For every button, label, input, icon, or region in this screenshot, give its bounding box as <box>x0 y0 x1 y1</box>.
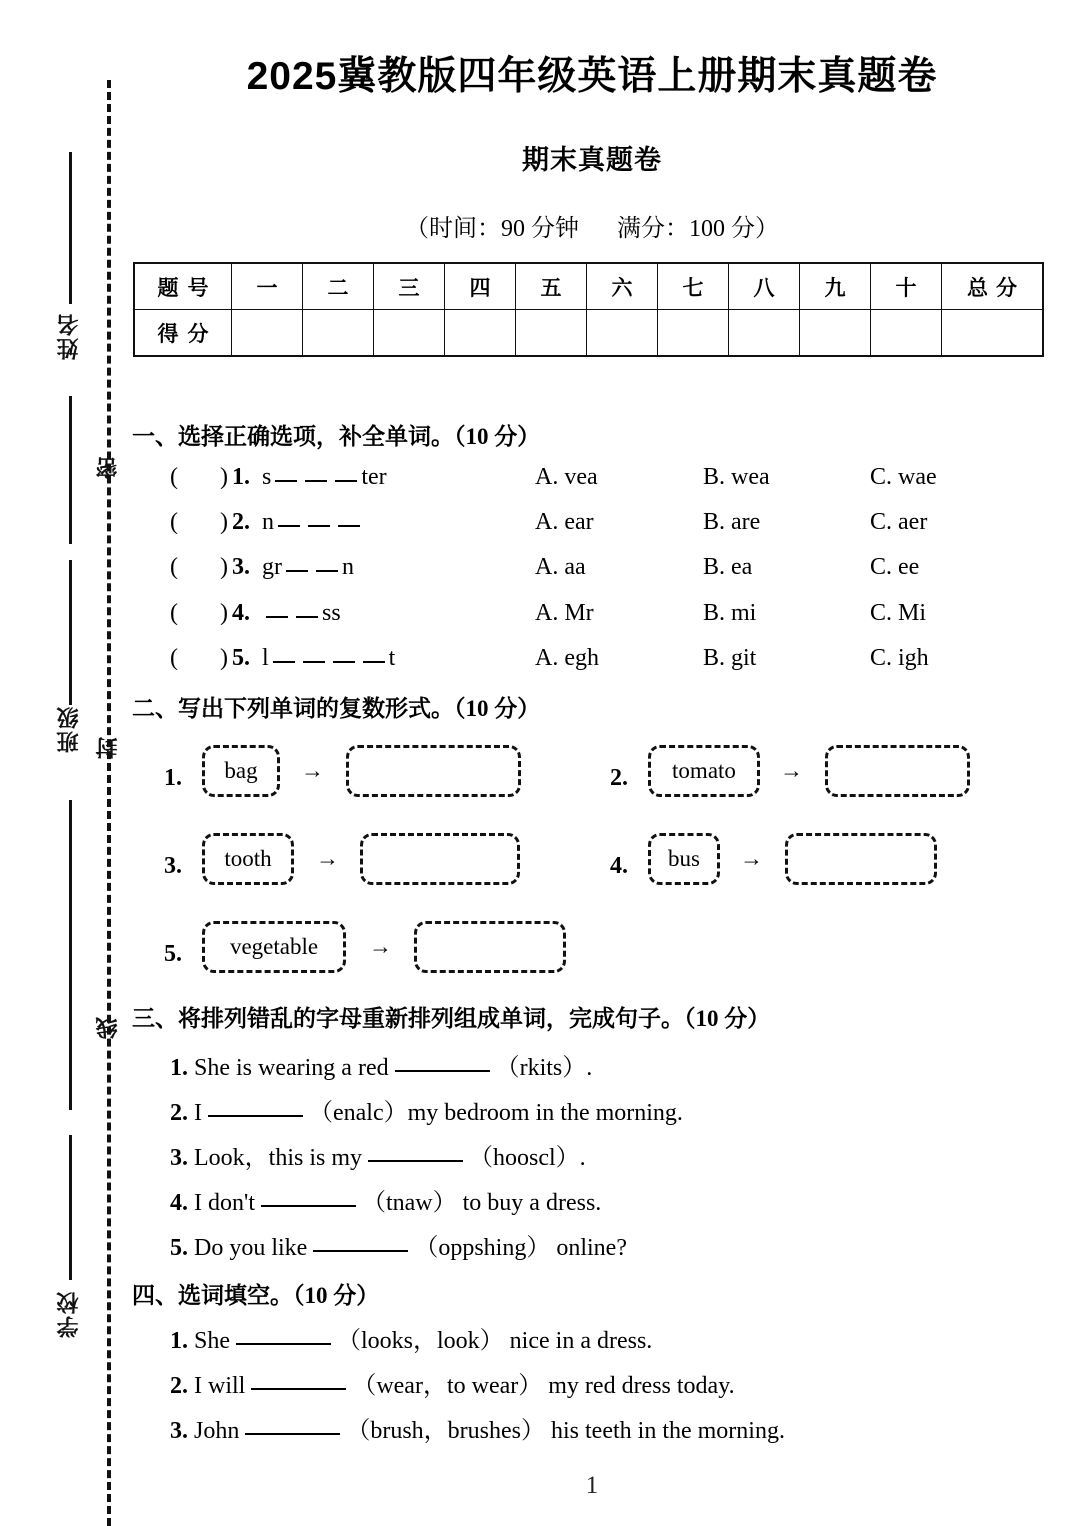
arrow-icon: → <box>316 846 339 871</box>
plural-item-3 <box>164 833 584 903</box>
seal-dashed-line <box>107 80 111 1526</box>
answer-bracket[interactable]: ( ) <box>170 464 228 490</box>
answer-blank[interactable] <box>261 1205 356 1207</box>
question-stem: ss <box>262 600 341 627</box>
seal-label-school: 学校 <box>56 1290 81 1338</box>
sentence-post: （tnaw） to buy a dress. <box>361 1190 602 1216</box>
col-header-10: 十 <box>871 263 942 310</box>
question-row-1-4[interactable] <box>170 600 1070 636</box>
sentence-pre: I don't <box>194 1190 255 1216</box>
item-number: 1. <box>170 1328 188 1354</box>
plural-item-4 <box>610 833 1050 903</box>
option-a[interactable]: A. Mr <box>535 600 594 626</box>
col-header-9: 九 <box>800 263 871 310</box>
page-number: 1 <box>585 1472 599 1499</box>
item-number: 5. <box>164 941 182 967</box>
question-stem: s ter <box>262 464 387 490</box>
table-row-scores <box>134 310 1043 357</box>
score-cell-5[interactable] <box>516 310 587 357</box>
item-number: 3. <box>164 853 182 879</box>
answer-bracket[interactable]: ( ) <box>170 509 228 535</box>
section-4-title: 四、选词填空。 <box>132 1282 293 1308</box>
option-a[interactable]: A. egh <box>535 645 599 671</box>
answer-box-1[interactable] <box>346 745 521 797</box>
option-a[interactable]: A. ear <box>535 509 594 535</box>
answer-bracket[interactable]: ( ) <box>170 600 228 626</box>
question-number: 1. <box>232 464 250 490</box>
answer-box-2[interactable] <box>825 745 970 797</box>
sentence-pre: Do you like <box>194 1235 308 1261</box>
question-stem: l t <box>262 645 396 671</box>
section-heading-4 <box>132 1277 379 1310</box>
plural-item-1 <box>164 745 584 815</box>
seal-char-mi: 密 <box>95 455 120 479</box>
question-stem: n <box>262 509 364 536</box>
source-word-box: tooth <box>202 833 294 885</box>
arrow-icon: → <box>740 846 763 871</box>
seal-label-name: 姓名 <box>56 312 81 360</box>
col-header-total: 总分 <box>942 263 1044 310</box>
source-word-box: vegetable <box>202 921 346 973</box>
seal-rule-segment <box>69 800 72 950</box>
exam-meta <box>132 208 1052 243</box>
exam-sheet <box>132 0 1080 1526</box>
col-header-5: 五 <box>516 263 587 310</box>
sentence-pre: She is wearing a red <box>194 1055 389 1081</box>
seal-rule-segment <box>69 1135 72 1280</box>
col-header-1: 一 <box>232 263 303 310</box>
option-b[interactable]: B. ea <box>703 554 753 580</box>
sentence-pre: I will <box>194 1373 246 1399</box>
item-number: 3. <box>170 1418 188 1444</box>
arrow-icon: → <box>369 934 392 959</box>
seal-rule-segment <box>69 396 72 544</box>
col-header-2: 二 <box>303 263 374 310</box>
sentence-row-4-1[interactable] <box>170 1320 652 1355</box>
item-number: 4. <box>610 853 628 879</box>
sentence-row-4-3[interactable] <box>170 1410 785 1445</box>
section-heading-3 <box>132 1000 770 1033</box>
item-number: 3. <box>170 1145 188 1171</box>
sentence-pre: I <box>194 1100 202 1126</box>
sentence-row-4-2[interactable] <box>170 1365 735 1400</box>
score-cell-2[interactable] <box>303 310 374 357</box>
score-cell-1[interactable] <box>232 310 303 357</box>
source-word-box: tomato <box>648 745 760 797</box>
seal-rule-segment <box>69 560 72 705</box>
score-cell-7[interactable] <box>658 310 729 357</box>
seal-label-class: 班级 <box>56 705 81 753</box>
col-header-7: 七 <box>658 263 729 310</box>
section-2-title: 二、写出下列单词的复数形式。 <box>132 695 454 721</box>
question-number: 4. <box>232 600 250 626</box>
row-label-score: 得分 <box>134 310 232 357</box>
plural-item-5 <box>164 921 624 991</box>
option-c[interactable]: C. igh <box>870 645 929 671</box>
score-cell-total[interactable] <box>942 310 1044 357</box>
col-header-3: 三 <box>374 263 445 310</box>
answer-blank[interactable] <box>251 1388 346 1390</box>
col-header-4: 四 <box>445 263 516 310</box>
sentence-row-3-2[interactable] <box>170 1092 683 1127</box>
sentence-row-3-4[interactable] <box>170 1182 601 1217</box>
page-title: 2025冀教版四年级英语上册期末真题卷 <box>246 55 938 98</box>
section-heading-1 <box>132 418 540 451</box>
option-a[interactable]: A. aa <box>535 554 586 580</box>
option-b[interactable]: B. are <box>703 509 761 535</box>
sentence-post: （oppshing） online? <box>414 1235 627 1261</box>
plural-item-2 <box>610 745 1050 815</box>
score-cell-3[interactable] <box>374 310 445 357</box>
sentence-pre: Look，this is my <box>194 1145 363 1171</box>
source-word-box: bus <box>648 833 720 885</box>
section-3-points: （10 分） <box>684 1006 771 1031</box>
sentence-post: （rkits）. <box>495 1055 593 1081</box>
sentence-row-3-5[interactable] <box>170 1227 627 1262</box>
score-cell-6[interactable] <box>587 310 658 357</box>
sentence-row-3-1[interactable] <box>170 1047 592 1082</box>
section-heading-2 <box>132 690 540 723</box>
option-b[interactable]: B. mi <box>703 600 757 626</box>
item-number: 2. <box>170 1100 188 1126</box>
seal-char-feng: 封 <box>95 735 120 759</box>
score-table <box>133 262 1044 357</box>
answer-blank[interactable] <box>236 1343 331 1345</box>
page-subtitle: 期末真题卷 <box>522 145 662 175</box>
item-number: 1. <box>164 765 182 791</box>
answer-blank[interactable] <box>368 1160 463 1162</box>
item-number: 1. <box>170 1055 188 1081</box>
item-number: 5. <box>170 1235 188 1261</box>
option-c[interactable]: C. aer <box>870 509 928 535</box>
option-c[interactable]: C. ee <box>870 554 920 580</box>
answer-blank[interactable] <box>313 1250 408 1252</box>
sentence-row-3-3[interactable] <box>170 1137 586 1172</box>
question-number: 2. <box>232 509 250 535</box>
sentence-post: （hooscl）. <box>469 1145 586 1171</box>
item-number: 2. <box>610 765 628 791</box>
section-1-title: 一、选择正确选项，补全单词。 <box>132 423 454 449</box>
sentence-post: （brush，brushes） his teeth in the morning. <box>346 1418 785 1444</box>
item-number: 4. <box>170 1190 188 1216</box>
answer-box-3[interactable] <box>360 833 520 885</box>
question-row-1-5[interactable] <box>170 645 1070 681</box>
seal-rule-segment <box>69 930 72 1110</box>
sentence-pre: John <box>194 1418 240 1444</box>
row-label-question-no: 题号 <box>134 263 232 310</box>
question-number: 5. <box>232 645 250 671</box>
col-header-8: 八 <box>729 263 800 310</box>
answer-bracket[interactable]: ( ) <box>170 554 228 580</box>
answer-box-4[interactable] <box>785 833 937 885</box>
section-4-points: （10 分） <box>293 1283 380 1308</box>
option-c[interactable]: C. wae <box>870 464 937 490</box>
answer-blank[interactable] <box>395 1070 490 1072</box>
answer-blank[interactable] <box>245 1433 340 1435</box>
option-a[interactable]: A. vea <box>535 464 598 490</box>
score-cell-8[interactable] <box>729 310 800 357</box>
source-word-box: bag <box>202 745 280 797</box>
seal-char-xian: 线 <box>95 1015 120 1039</box>
option-b[interactable]: B. wea <box>703 464 770 490</box>
score-cell-4[interactable] <box>445 310 516 357</box>
exam-total-points: 满分：100 分） <box>617 216 779 242</box>
section-3-title: 三、将排列错乱的字母重新排列组成单词，完成句子。 <box>132 1005 684 1031</box>
answer-blank[interactable] <box>208 1115 303 1117</box>
section-2-points: （10 分） <box>454 696 541 721</box>
score-cell-10[interactable] <box>871 310 942 357</box>
question-stem: gr n <box>262 554 354 580</box>
answer-bracket[interactable]: ( ) <box>170 645 228 671</box>
answer-box-5[interactable] <box>414 921 566 973</box>
seal-margin <box>0 0 132 1526</box>
arrow-icon: → <box>780 758 803 783</box>
sentence-post: （looks，look） nice in a dress. <box>337 1328 653 1354</box>
section-1-points: （10 分） <box>454 424 541 449</box>
question-row-1-3[interactable] <box>170 554 1070 590</box>
col-header-6: 六 <box>587 263 658 310</box>
seal-rule-segment <box>69 152 72 304</box>
score-cell-9[interactable] <box>800 310 871 357</box>
item-number: 2. <box>170 1373 188 1399</box>
sentence-pre: She <box>194 1328 230 1354</box>
exam-time: （时间：90 分钟 <box>405 216 579 242</box>
sentence-post: （wear，to wear） my red dress today. <box>352 1373 735 1399</box>
question-number: 3. <box>232 554 250 580</box>
question-row-1-2[interactable] <box>170 509 1070 545</box>
question-row-1-1[interactable] <box>170 464 1070 500</box>
table-row-question-numbers <box>134 263 1043 310</box>
sentence-post: （enalc）my bedroom in the morning. <box>309 1100 683 1126</box>
option-c[interactable]: C. Mi <box>870 600 927 626</box>
option-b[interactable]: B. git <box>703 645 757 671</box>
arrow-icon: → <box>301 758 324 783</box>
